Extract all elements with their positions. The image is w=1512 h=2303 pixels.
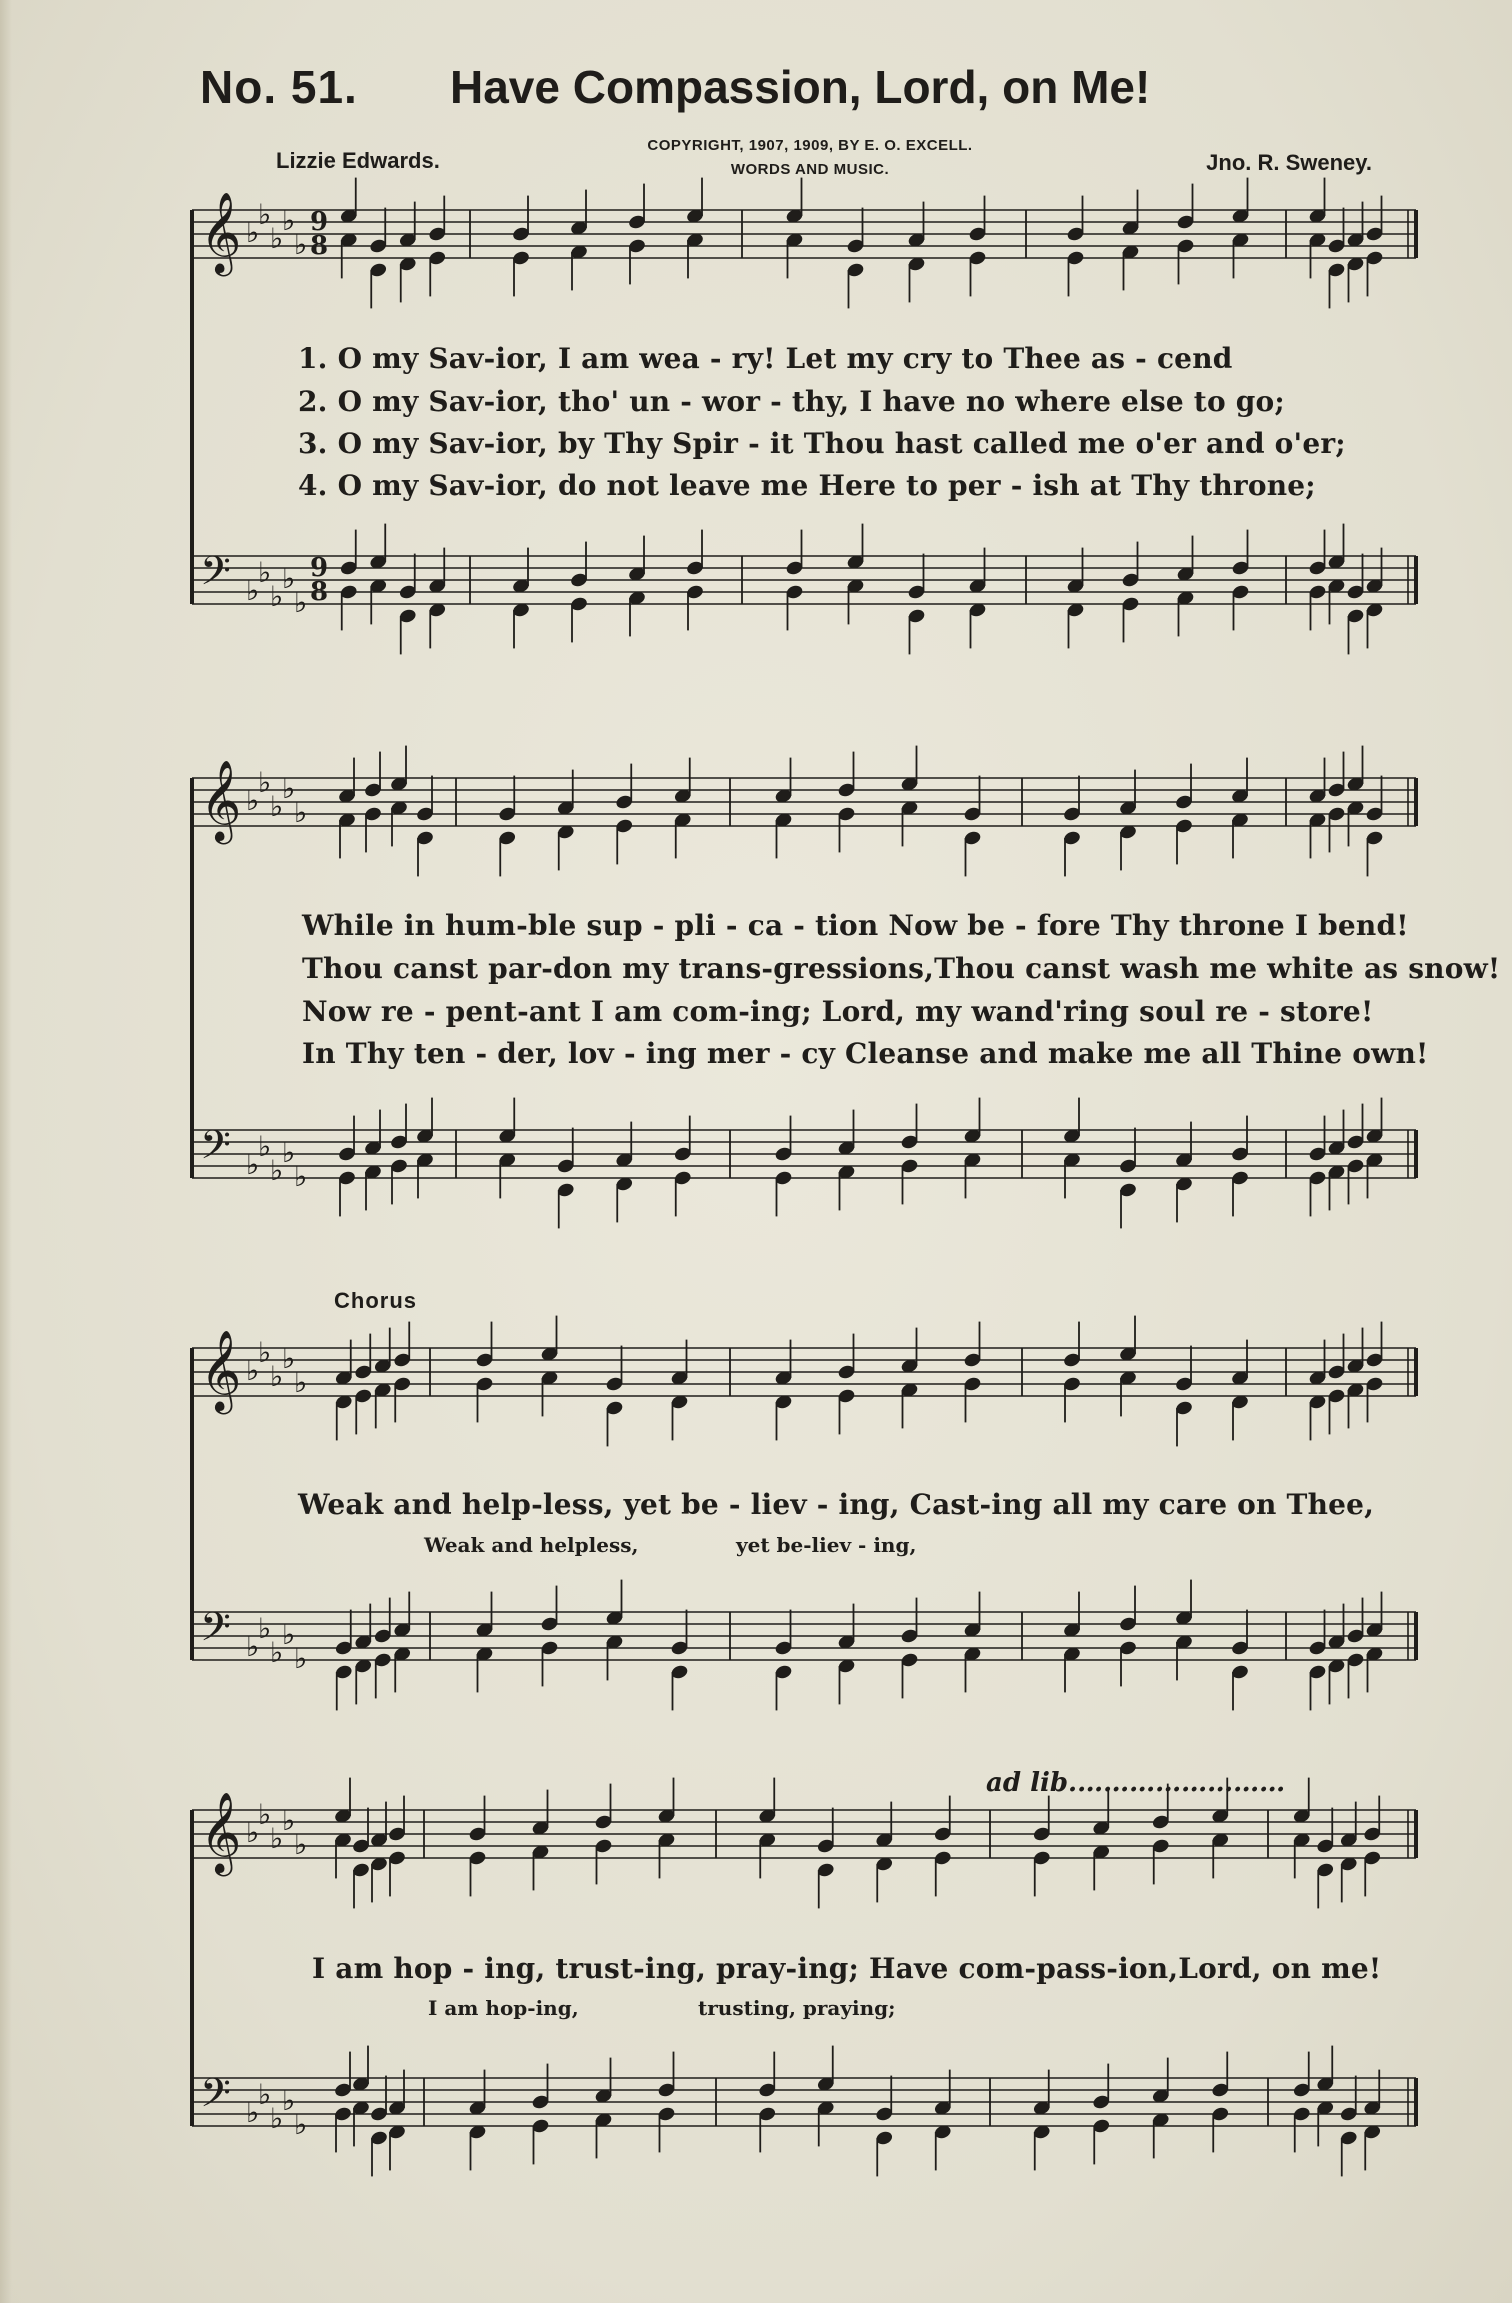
chorus-bass-echo-1: Weak and helpless, <box>424 1533 639 1557</box>
key-signature-flat-icon: ♭ <box>270 1636 284 1669</box>
bass-clef-icon: 𝄢 <box>200 2070 231 2126</box>
key-signature-flat-icon: ♭ <box>258 556 272 589</box>
verse-2-line-1: 2. O my Sav-ior, tho' un - wor - thy, I have no where else to go; <box>298 385 1285 418</box>
key-signature-flat-icon: ♭ <box>258 1130 272 1163</box>
bass-clef-icon: 𝄢 <box>200 1122 231 1178</box>
time-signature-digit: 9 <box>310 207 329 237</box>
key-signature-flat-icon: ♭ <box>282 1342 296 1375</box>
key-signature-flat-icon: ♭ <box>270 1360 284 1393</box>
key-signature-flat-icon: ♭ <box>258 1798 272 1831</box>
key-signature-flat-icon: ♭ <box>246 1354 260 1387</box>
time-signature-digit: 9 <box>310 553 329 583</box>
composer-credit: Jno. R. Sweney. <box>1206 150 1372 175</box>
time-signature-digit: 8 <box>310 577 329 607</box>
chorus-bass-echo-2: yet be-liev - ing, <box>736 1533 917 1557</box>
key-signature-flat-icon: ♭ <box>246 216 260 249</box>
key-signature-flat-icon: ♭ <box>294 586 308 619</box>
key-signature-flat-icon: ♭ <box>282 562 296 595</box>
key-signature-flat-icon: ♭ <box>294 1642 308 1675</box>
key-signature-flat-icon: ♭ <box>294 1828 308 1861</box>
hymn-number: No. 51. <box>200 61 358 113</box>
time-signature-digit: 8 <box>310 231 329 261</box>
copyright-line: COPYRIGHT, 1907, 1909, BY E. O. EXCELL. <box>647 137 973 154</box>
key-signature-flat-icon: ♭ <box>282 1618 296 1651</box>
key-signature-flat-icon: ♭ <box>282 2084 296 2117</box>
treble-clef-icon: 𝄞 <box>200 1791 242 1873</box>
lyricist-credit: Lizzie Edwards. <box>276 148 440 173</box>
key-signature-flat-icon: ♭ <box>258 2078 272 2111</box>
verse-2-line-2: Thou canst par-don my trans-gressions,Thou canst wash me white as snow! <box>302 952 1501 985</box>
key-signature-flat-icon: ♭ <box>258 1336 272 1369</box>
key-signature-flat-icon: ♭ <box>270 790 284 823</box>
key-signature-flat-icon: ♭ <box>246 1816 260 1849</box>
key-signature-flat-icon: ♭ <box>258 198 272 231</box>
key-signature-flat-icon: ♭ <box>282 772 296 805</box>
verse-4-line-2: In Thy ten - der, lov - ing mer - cy Cleanse and make me all Thine own! <box>302 1037 1429 1070</box>
key-signature-flat-icon: ♭ <box>270 580 284 613</box>
key-signature-flat-icon: ♭ <box>294 228 308 261</box>
key-signature-flat-icon: ♭ <box>246 784 260 817</box>
key-signature-flat-icon: ♭ <box>270 1822 284 1855</box>
key-signature-flat-icon: ♭ <box>258 766 272 799</box>
key-signature-flat-icon: ♭ <box>270 2102 284 2135</box>
key-signature-flat-icon: ♭ <box>258 1612 272 1645</box>
verse-4-line-1: 4. O my Sav-ior, do not leave me Here to per - ish at Thy throne; <box>298 469 1316 502</box>
key-signature-flat-icon: ♭ <box>282 1136 296 1169</box>
chorus-label: Chorus <box>334 1288 417 1313</box>
words-and-music-line: WORDS AND MUSIC. <box>730 161 890 178</box>
bass-clef-icon: 𝄢 <box>200 548 231 604</box>
key-signature-flat-icon: ♭ <box>246 2096 260 2129</box>
key-signature-flat-icon: ♭ <box>246 1630 260 1663</box>
key-signature-flat-icon: ♭ <box>294 1160 308 1193</box>
bass-clef-icon: 𝄢 <box>200 1604 231 1660</box>
treble-clef-icon: 𝄞 <box>200 759 242 841</box>
key-signature-flat-icon: ♭ <box>270 222 284 255</box>
hymn-title: Have Compassion, Lord, on Me! <box>450 61 1151 113</box>
key-signature-flat-icon: ♭ <box>246 1148 260 1181</box>
key-signature-flat-icon: ♭ <box>282 204 296 237</box>
key-signature-flat-icon: ♭ <box>294 1366 308 1399</box>
verse-1-line-1: 1. O my Sav-ior, I am wea - ry! Let my cry to Thee as - cend <box>298 342 1233 375</box>
verse-1-line-2: While in hum-ble sup - pli - ca - tion Now be - fore Thy throne I bend! <box>302 909 1409 942</box>
key-signature-flat-icon: ♭ <box>270 1154 284 1187</box>
key-signature-flat-icon: ♭ <box>282 1804 296 1837</box>
ad-lib-marking: ad lib.…………………… <box>986 1768 1286 1798</box>
treble-clef-icon: 𝄞 <box>200 191 242 273</box>
chorus-bass-echo-4: trusting, praying; <box>698 1996 896 2020</box>
chorus-bass-echo-3: I am hop-ing, <box>428 1996 579 2020</box>
key-signature-flat-icon: ♭ <box>294 2108 308 2141</box>
key-signature-flat-icon: ♭ <box>246 574 260 607</box>
chorus-line-1: Weak and help-less, yet be - liev - ing, Cast-ing all my care on Thee, <box>298 1488 1375 1521</box>
verse-3-line-2: Now re - pent-ant I am com-ing; Lord, my wand'ring soul re - store! <box>302 995 1374 1028</box>
key-signature-flat-icon: ♭ <box>294 796 308 829</box>
treble-clef-icon: 𝄞 <box>200 1329 242 1411</box>
verse-3-line-1: 3. O my Sav-ior, by Thy Spir - it Thou hast called me o'er and o'er; <box>298 427 1346 460</box>
chorus-line-2: I am hop - ing, trust-ing, pray-ing; Have com-pass-ion,Lord, on me! <box>312 1952 1382 1985</box>
